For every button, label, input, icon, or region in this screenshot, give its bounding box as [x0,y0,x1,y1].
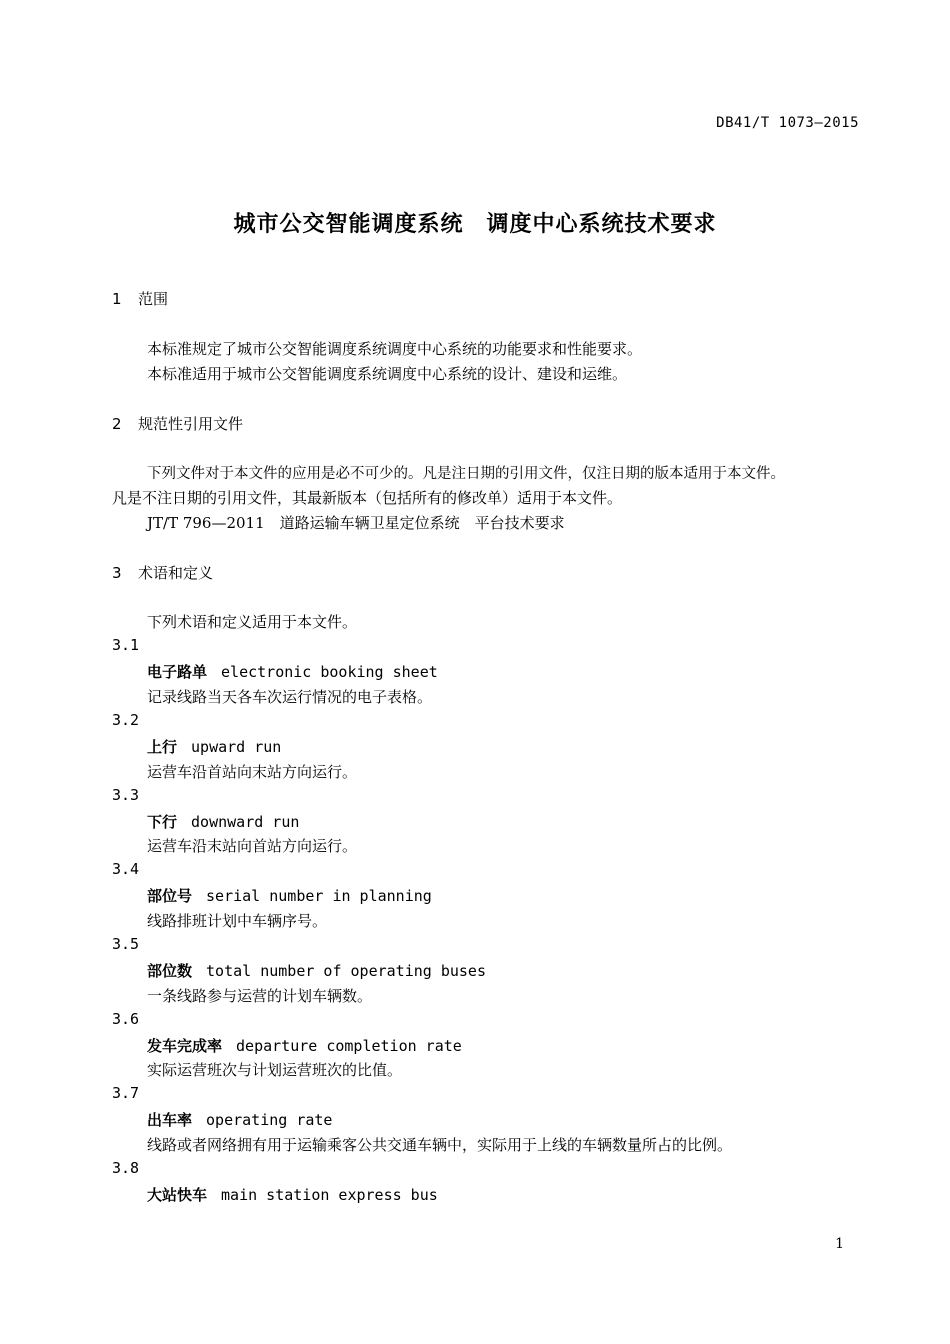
section-number: 2 [112,415,122,433]
page-number: 1 [835,1236,844,1252]
scope-paragraph-2: 本标准适用于城市公交智能调度系统调度中心系统的设计、建设和运维。 [147,365,628,383]
term-en: departure completion rate [236,1037,462,1055]
section-number: 1 [112,290,122,308]
term-number: 3.8 [112,1159,140,1177]
terms-intro: 下列术语和定义适用于本文件。 [147,613,358,631]
section-heading-1 [112,288,168,309]
term-zh: 出车率 [147,1111,193,1129]
term-title [147,1109,332,1130]
term-en: operating rate [206,1111,333,1129]
term-zh: 部位数 [147,962,193,980]
term-zh: 电子路单 [147,663,208,681]
term-definition: 运营车沿末站向首站方向运行。 [147,837,358,855]
term-en: downward run [191,813,300,831]
term-en: electronic booking sheet [221,663,438,681]
refs-intro-line-2: 凡是不注日期的引用文件，其最新版本（包括所有的修改单）适用于本文件。 [112,489,623,507]
term-zh: 大站快车 [147,1186,208,1204]
term-title [147,736,281,757]
section-title: 范围 [138,290,169,308]
term-zh: 下行 [147,813,178,831]
term-title [147,661,438,682]
standard-code: DB41/T 1073—2015 [716,115,859,131]
term-title [147,960,486,981]
term-en: upward run [191,738,282,756]
term-number: 3.4 [112,860,140,878]
document-title: 城市公交智能调度系统 调度中心系统技术要求 [233,212,717,237]
section-heading-3 [112,562,213,583]
term-definition: 实际运营班次与计划运营班次的比值。 [147,1061,403,1079]
term-number: 3.1 [112,636,140,654]
term-en: serial number in planning [206,887,432,905]
term-definition: 运营车沿首站向末站方向运行。 [147,763,358,781]
scope-paragraph-1: 本标准规定了城市公交智能调度系统调度中心系统的功能要求和性能要求。 [147,340,643,358]
term-definition: 线路或者网络拥有用于运输乘客公共交通车辆中，实际用于上线的车辆数量所占的比例。 [147,1136,733,1154]
section-heading-2 [112,413,243,434]
term-zh: 上行 [147,738,178,756]
term-number: 3.3 [112,786,140,804]
section-number: 3 [112,564,122,582]
term-title [147,885,432,906]
term-en: total number of operating buses [206,962,486,980]
term-definition: 记录线路当天各车次运行情况的电子表格。 [147,688,433,706]
term-title [147,1035,462,1056]
refs-intro-line-1: 下列文件对于本文件的应用是必不可少的。凡是注日期的引用文件，仅注日期的版本适用于本文件。 [147,466,785,482]
refs-document: JT/T 796—2011 道路运输车辆卫星定位系统 平台技术要求 [147,514,565,532]
section-title: 规范性引用文件 [138,415,244,433]
term-en: main station express bus [221,1186,438,1204]
term-zh: 部位号 [147,887,193,905]
term-definition: 线路排班计划中车辆序号。 [147,912,328,930]
term-definition: 一条线路参与运营的计划车辆数。 [147,987,373,1005]
term-number: 3.2 [112,711,140,729]
term-title [147,811,299,832]
term-number: 3.6 [112,1010,140,1028]
term-number: 3.5 [112,935,140,953]
term-number: 3.7 [112,1084,140,1102]
term-title [147,1184,438,1205]
section-title: 术语和定义 [138,564,214,582]
term-zh: 发车完成率 [147,1037,223,1055]
